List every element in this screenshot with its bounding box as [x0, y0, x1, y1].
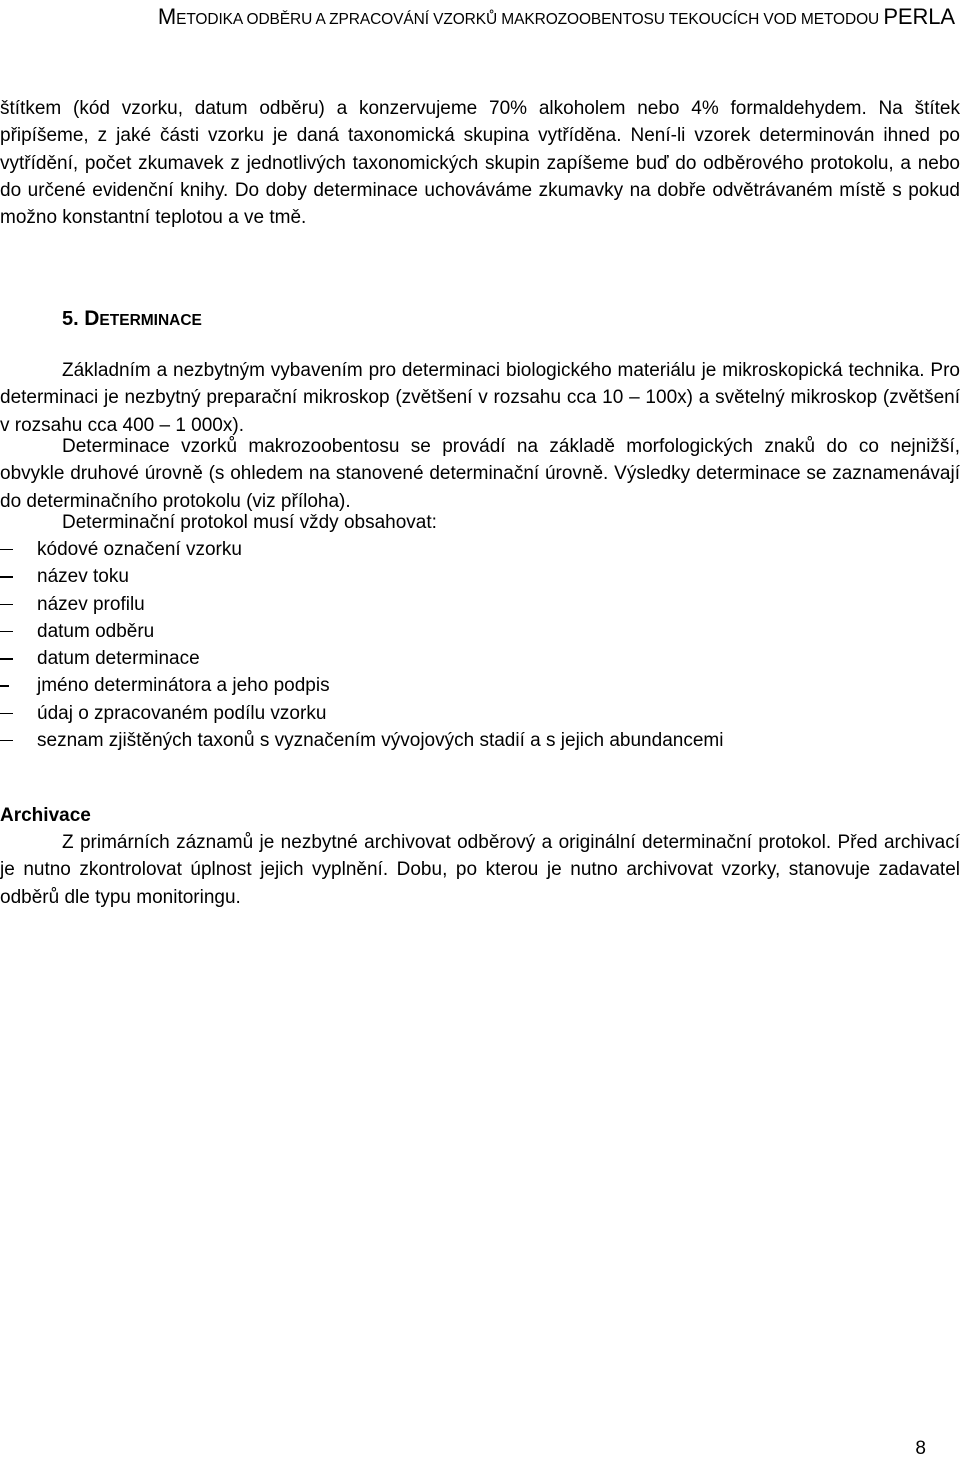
running-header	[158, 4, 955, 33]
determination-paragraph: Determinace vzorků makrozoobentosu se provádí na základě morfologických znaků do co nejnižší, obvykle druhové úrovně (s ohledem na stanovené determinační úrovně. Výsledky determinace se zaznamenávají do determinačního protokolu (viz příloha).	[0, 436, 960, 512]
list-item-text: seznam zjištěných taxonů s vyznačením vývojových stadií a s jejich abundancemi	[37, 730, 724, 752]
section-title-rest: ETERMINACE	[99, 312, 202, 329]
list-item-text: datum determinace	[37, 648, 200, 670]
list-item	[0, 672, 723, 699]
intro-paragraph: štítkem (kód vzorku, datum odběru) a konzervujeme 70% alkoholem nebo 4% formaldehydem. Na štítek připíšeme, z jaké části vzorku je daná taxonomická skupina vytříděna. Není-li vzorek determinován ihned po vytřídění, počet zkumavek z jednotlivých taxonomických skupin zapíšeme buď do odběrového protokolu, a nebo do určené evidenční knihy. Do doby determinace uchováváme zkumavky na dobře odvětrávaném místě s pokud možno konstantní teplotou a ve tmě.	[0, 98, 960, 229]
list-item	[0, 645, 723, 672]
protocol-intro: Determinační protokol musí vždy obsahovat:	[62, 512, 437, 533]
list-item-text: jméno determinátora a jeho podpis	[37, 675, 330, 697]
section-heading	[62, 304, 202, 336]
section-number: 5.	[62, 308, 79, 330]
page-number: 8	[915, 1438, 926, 1459]
protocol-items-list	[0, 536, 723, 754]
dash-bullet	[0, 631, 13, 632]
dash-bullet	[0, 658, 13, 659]
list-item-text: název profilu	[37, 593, 145, 615]
list-item-text: název toku	[37, 566, 129, 588]
list-item	[0, 700, 723, 727]
equipment-paragraph: Základním a nezbytným vybavením pro determinaci biologického materiálu je mikroskopická technika. Pro determinaci je nezbytný preparační mikroskop (zvětšení v rozsahu cca 10 – 100x) a světelný mikroskop (zvětšení v rozsahu cca 400 – 1 000x).	[0, 360, 960, 436]
list-item-text: kódové označení vzorku	[37, 539, 242, 560]
archive-paragraph: Z primárních záznamů je nezbytné archivovat odběrový a originální determinační protokol. Před archivací je nutno zkontrolovat úplnost jejich vyplnění. Dobu, po kterou je nutno archivovat vzorky, stanovuje zadavatel odběrů dle typu monitoringu.	[0, 832, 960, 908]
header-initial: M	[157, 4, 177, 29]
dash-bullet	[0, 740, 13, 741]
section-title-initial: D	[84, 307, 100, 330]
dash-bullet	[0, 685, 9, 686]
list-item	[0, 727, 723, 754]
list-item	[0, 591, 723, 618]
header-title: ETODIKA ODBĚRU A ZPRACOVÁNÍ VZORKŮ MAKROZOOBENTOSU TEKOUCÍCH VOD METODOU	[176, 11, 884, 28]
dash-bullet	[0, 713, 13, 714]
dash-bullet	[0, 576, 13, 577]
list-item	[0, 563, 723, 590]
list-item	[0, 536, 723, 563]
archive-heading: Archivace	[0, 805, 91, 826]
list-item-text: údaj o zpracovaném podílu vzorku	[37, 702, 327, 724]
dash-bullet	[0, 604, 13, 605]
dash-bullet	[0, 549, 13, 550]
header-rule	[0, 32, 960, 33]
list-item	[0, 618, 723, 645]
list-item-text: datum odběru	[37, 620, 155, 642]
header-method-name: PERLA	[883, 4, 955, 29]
